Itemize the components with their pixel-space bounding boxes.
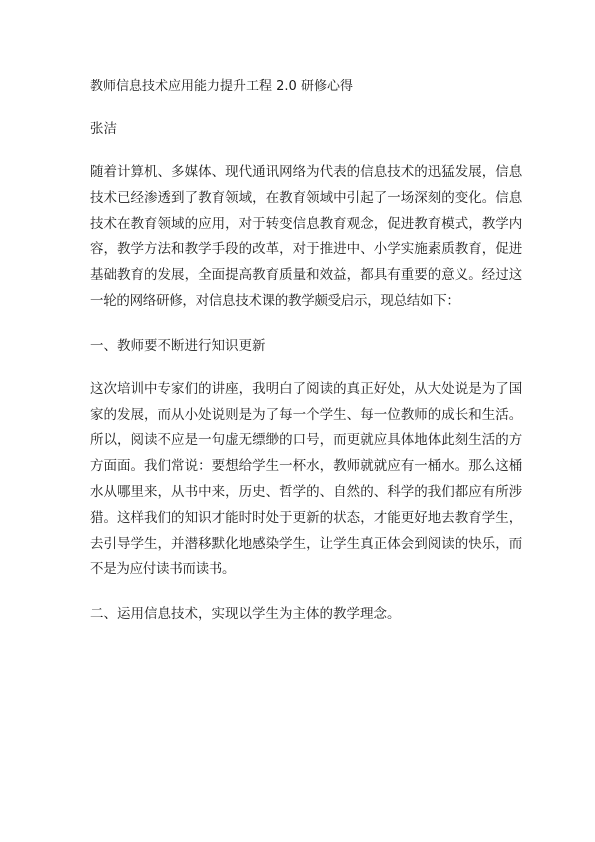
document-title: 教师信息技术应用能力提升工程 2.0 研修心得 [90,79,353,94]
author-name: 张洁 [90,121,117,137]
document-page [90,76,522,645]
section-2-heading: 二、运用信息技术，实现以学生为主体的教学理念。 [90,606,401,623]
section-1-heading: 一、教师要不断进行知识更新 [90,337,266,354]
section-1-paragraph: 这次培训中专家们的讲座，我明白了阅读的真正好处，从大处说是为了国家的发展，而从小处说则是为了每一个学生、每一位教师的成长和生活。所以，阅读不应是一句虚无缥缈的口号，而更就应具体地体此刻生活的方方面面。我们常说：要想给学生一杯水，教师就就应有一桶水。那么这桶水从哪里来，从书中来，历史、哲学的、自然的、科学的我们都应有所涉猎。这样我们的知识才能时时处于更新的状态，才能更好地去教育学生，去引导学生，并潜移默化地感染学生，让学生真正体会到阅读的快乐，而不是为应付读书而读书。 [90,380,522,578]
intro-paragraph: 随着计算机、多媒体、现代通讯网络为代表的信息技术的迅猛发展，信息技术已经渗透到了教育领域，在教育领域中引起了一场深刻的变化。信息技术在教育领域的应用，对于转变信息教育观念，促进教育模式，教学内容，教学方法和教学手段的改革，对于推进中、小学实施素质教育，促进基础教育的发展，全面提高教育质量和效益，都具有重要的意义。经过这一轮的网络研修，对信息技术课的教学颇受启示，现总结如下： [90,164,522,309]
